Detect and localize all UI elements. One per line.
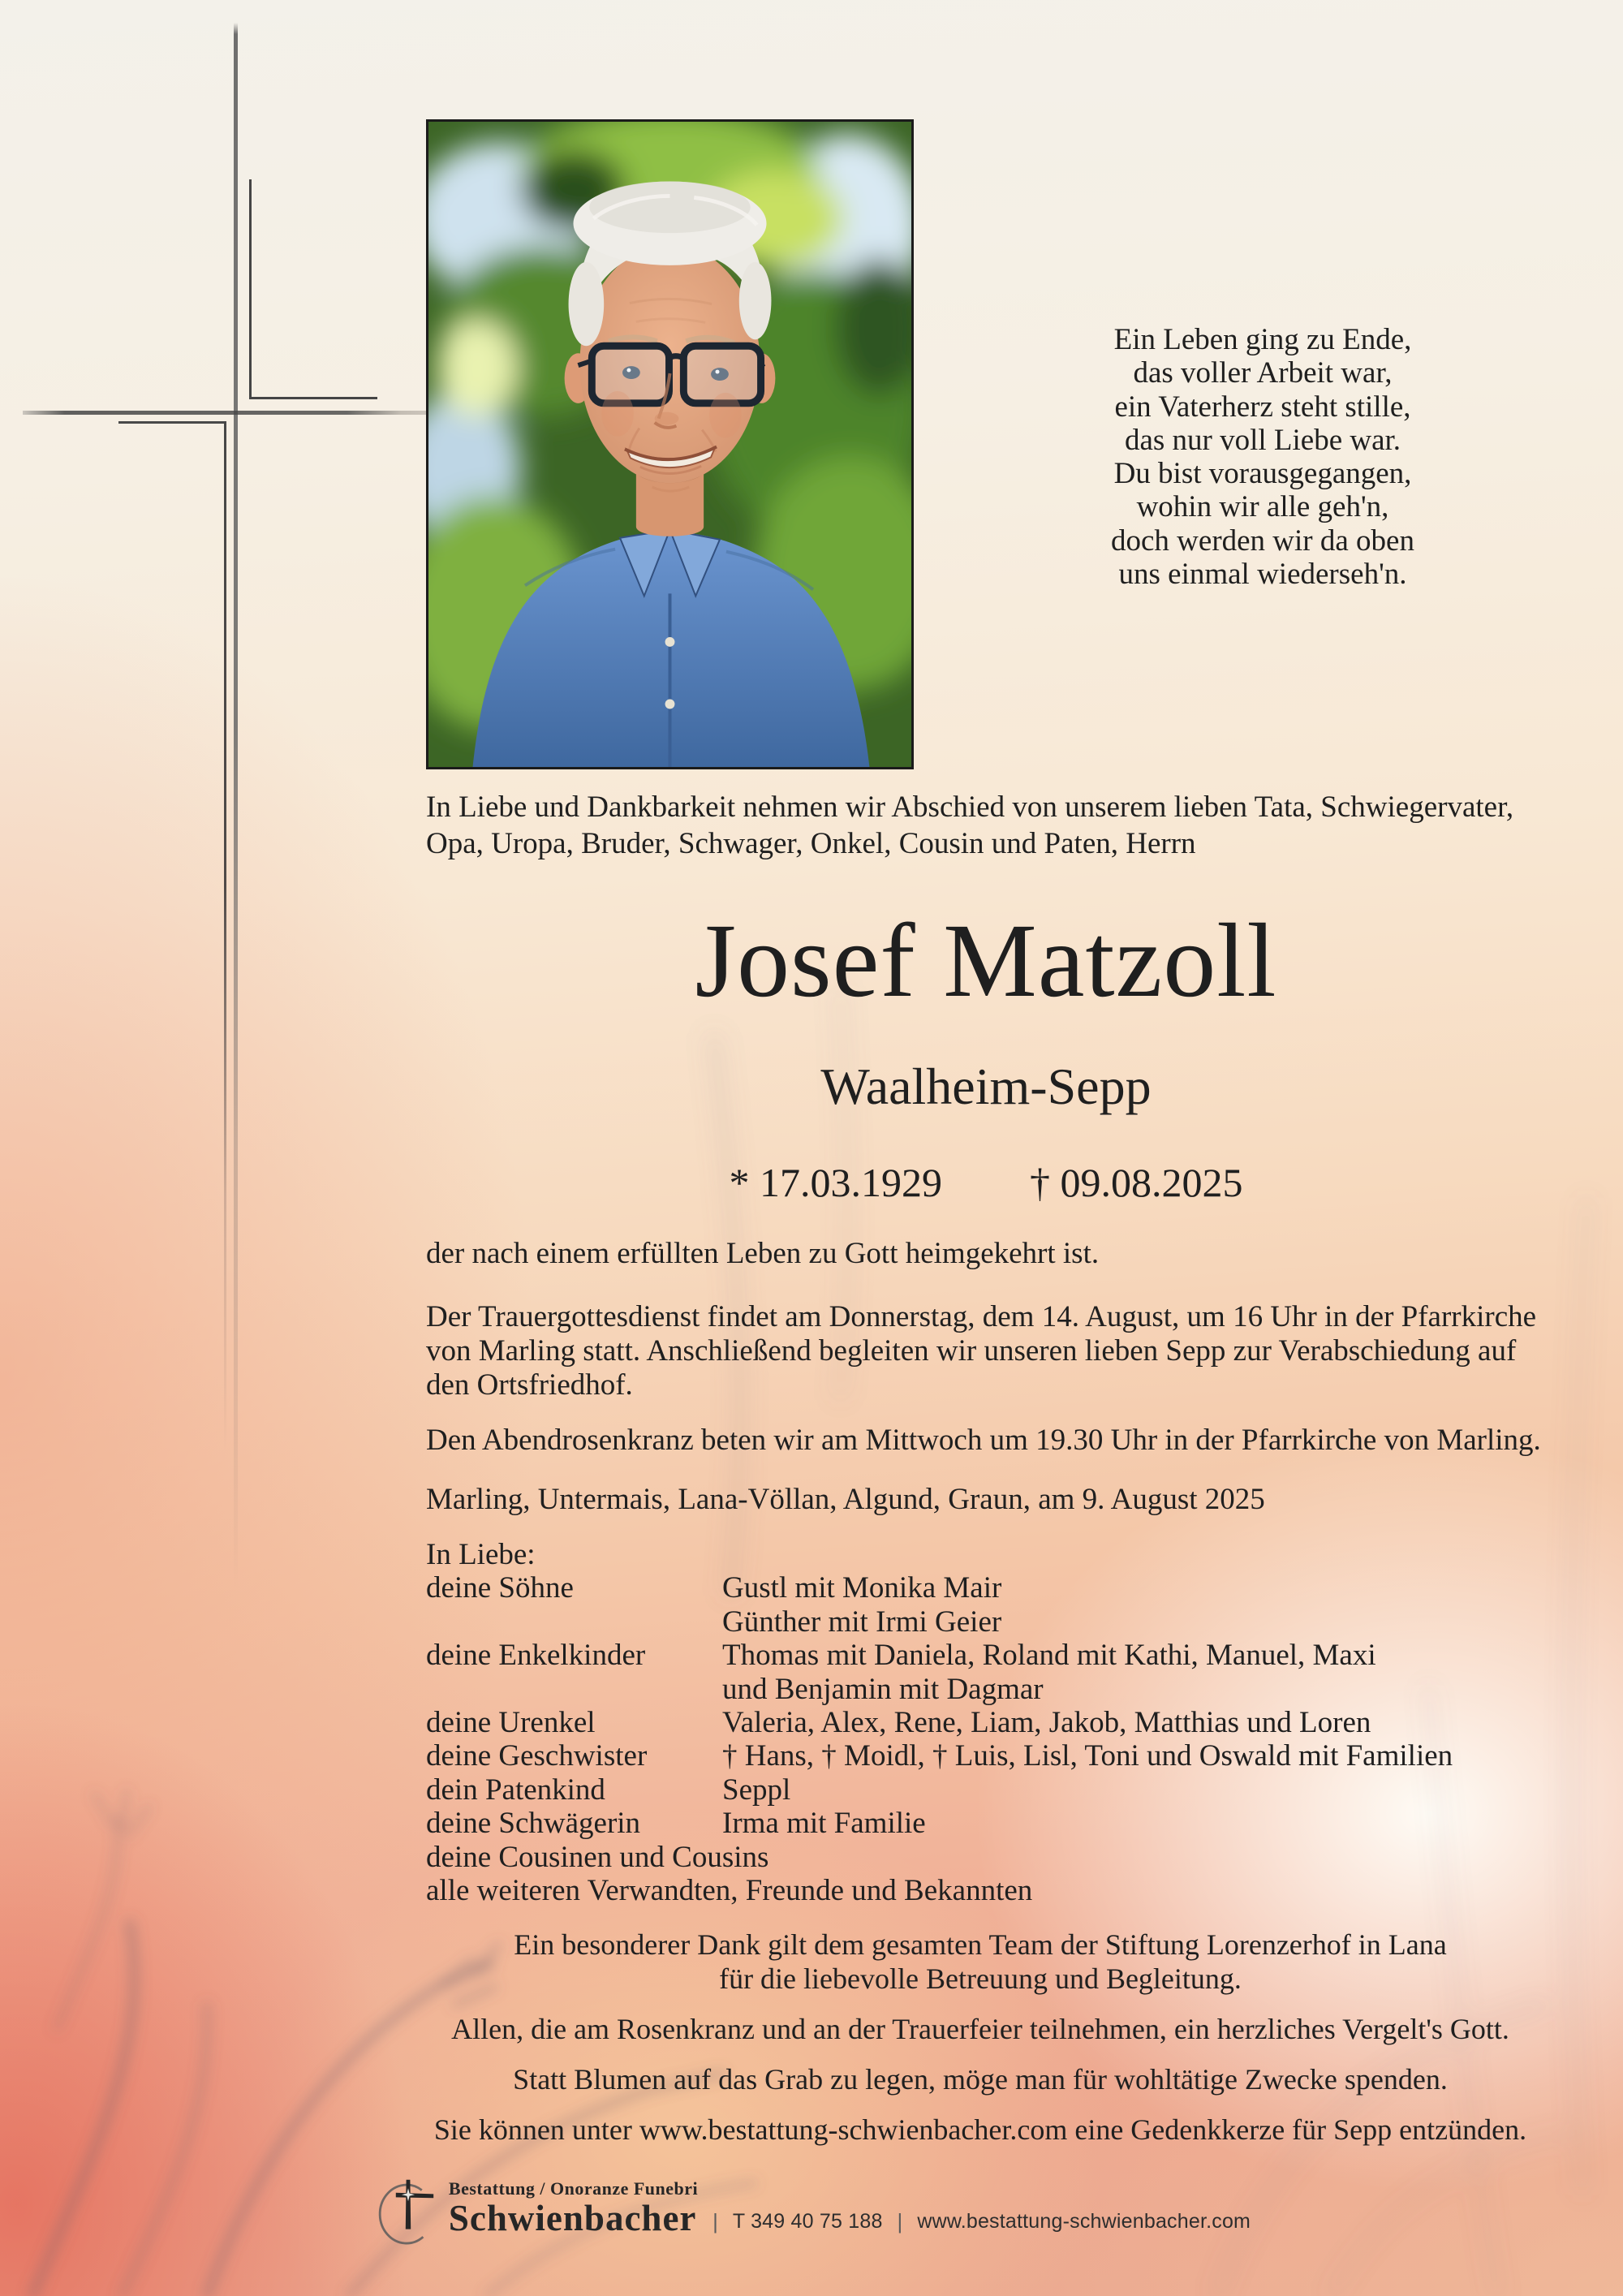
memorial-poem (1052, 323, 1474, 591)
funeral-home-brand (449, 2178, 698, 2237)
footer-website: www.bestattung-schwienbacher.com (917, 2210, 1251, 2233)
poem-line: wohin wir alle geh'n, (1136, 490, 1389, 524)
funeral-service-paragraph: Der Trauergottesdienst findet am Donnerstag, dem 14. August, um 16 Uhr in der Pfarrkirche von Marling statt. Anschließend begleiten wir unseren lieben Sepp zur Verabschiedung auf den Ortsfriedhof. (426, 1300, 1537, 1402)
cross-corner-upper-vertical (249, 179, 252, 398)
funeral-home-logo-cross-icon (372, 2172, 437, 2258)
mourner-label: deine Söhne (426, 1571, 574, 1605)
mourner-label: dein Patenkind (426, 1773, 605, 1807)
mourner-row (426, 1705, 1561, 1738)
mourner-row (426, 1638, 1561, 1671)
mourner-row (426, 1570, 1561, 1604)
mourner-names: und Benjamin mit Dagmar (722, 1672, 1044, 1706)
mourner-row (426, 1672, 1561, 1705)
poem-line: ein Vaterherz steht stille, (1114, 390, 1411, 424)
mourner-names: Valeria, Alex, Rene, Liam, Jakob, Matthias und Loren (722, 1705, 1371, 1739)
thanks-line: Ein besonderer Dank gilt dem gesamten Team der Stiftung Lorenzerhof in Lana (514, 1928, 1447, 1961)
cross-corner-lower-vertical (224, 421, 226, 1452)
mourner-row (426, 1806, 1561, 1839)
mourner-label: deine Cousinen und Cousins (426, 1840, 769, 1874)
mourner-names: Thomas mit Daniela, Roland mit Kathi, Manuel, Maxi (722, 1639, 1376, 1673)
birth-date: * 17.03.1929 (729, 1160, 942, 1205)
poem-line: das nur voll Liebe war. (1124, 423, 1401, 457)
mourner-row (426, 1840, 1561, 1873)
mourner-names: Günther mit Irmi Geier (722, 1605, 1002, 1639)
cross-corner-upper-horizontal (249, 397, 377, 399)
death-date: † 09.08.2025 (1030, 1160, 1243, 1205)
mourner-row (426, 1605, 1561, 1638)
mourner-label: deine Urenkel (426, 1705, 596, 1739)
memorial-candle-line: Sie können unter www.bestattung-schwienbacher.com eine Gedenkkerze für Sepp entzünden. (433, 2113, 1527, 2146)
mourner-label: deine Schwägerin (426, 1807, 641, 1841)
life-dates (426, 1159, 1546, 1206)
announcement-line: der nach einem erfüllten Leben zu Gott heimgekehrt ist. (426, 1237, 1100, 1270)
mourners-list (426, 1537, 1561, 1906)
mourners-heading: In Liebe: (426, 1538, 536, 1571)
footer-separator: | (712, 2209, 718, 2234)
thanks-line: für die liebevolle Betreuung und Begleitung. (719, 1962, 1242, 1995)
mourner-label: deine Geschwister (426, 1739, 648, 1773)
cross-corner-lower-horizontal (118, 421, 226, 424)
funeral-home-name: Schwienbacher (448, 2198, 697, 2238)
mourner-row (426, 1873, 1561, 1906)
portrait-photo (426, 119, 914, 769)
funeral-home-tagline: Bestattung / Onoranze Funebri (448, 2178, 699, 2199)
thanks-line: Statt Blumen auf das Grab zu legen, möge man für wohltätige Zwecke spenden. (513, 2063, 1448, 2096)
poem-line: Ein Leben ging zu Ende, (1113, 323, 1412, 356)
deceased-name: Josef Matzoll (695, 902, 1277, 1019)
mourners-heading-row (426, 1537, 1561, 1570)
mourner-label: deine Enkelkinder (426, 1639, 646, 1673)
mourner-names: Seppl (722, 1773, 791, 1807)
mourner-names: Irma mit Familie (722, 1807, 926, 1841)
farewell-intro-text: In Liebe und Dankbarkeit nehmen wir Abschied von unserem lieben Tata, Schwiegervater, Opa, Uropa, Bruder, Schwager, Onkel, Cousin und Paten, Herrn (426, 790, 1514, 860)
place-dateline: Marling, Untermais, Lana-Völlan, Algund, Graun, am 9. August 2025 (426, 1483, 1265, 1516)
rosary-paragraph: Den Abendrosenkranz beten wir am Mittwoch um 19.30 Uhr in der Pfarrkirche von Marling. (426, 1424, 1541, 1457)
footer-separator: | (897, 2209, 903, 2234)
mourner-row (426, 1738, 1561, 1772)
mourner-names: † Hans, † Moidl, † Luis, Lisl, Toni und Oswald mit Familien (722, 1739, 1453, 1773)
thanks-line: Allen, die am Rosenkranz und an der Trauerfeier teilnehmen, ein herzliches Vergelt's Gott. (451, 2013, 1509, 2045)
thanks-section (331, 1928, 1623, 2147)
poem-line: uns einmal wiederseh'n. (1118, 558, 1407, 592)
mourner-label: alle weiteren Verwandten, Freunde und Bekannten (426, 1873, 1033, 1907)
mourner-names: Gustl mit Monika Mair (722, 1571, 1002, 1605)
footer-phone: T 349 40 75 188 (732, 2210, 883, 2233)
deceased-nickname: Waalheim-Sepp (820, 1058, 1152, 1115)
poem-line: das voller Arbeit war, (1133, 356, 1393, 390)
cross-line-vertical-main (234, 23, 238, 1589)
funeral-home-footer (0, 2172, 1623, 2261)
mourner-row (426, 1773, 1561, 1806)
poem-line: doch werden wir da oben (1111, 523, 1414, 558)
footer-contact (698, 2209, 1251, 2234)
portrait-photo-illustration (428, 122, 911, 767)
poem-line: Du bist vorausgegangen, (1113, 457, 1412, 491)
